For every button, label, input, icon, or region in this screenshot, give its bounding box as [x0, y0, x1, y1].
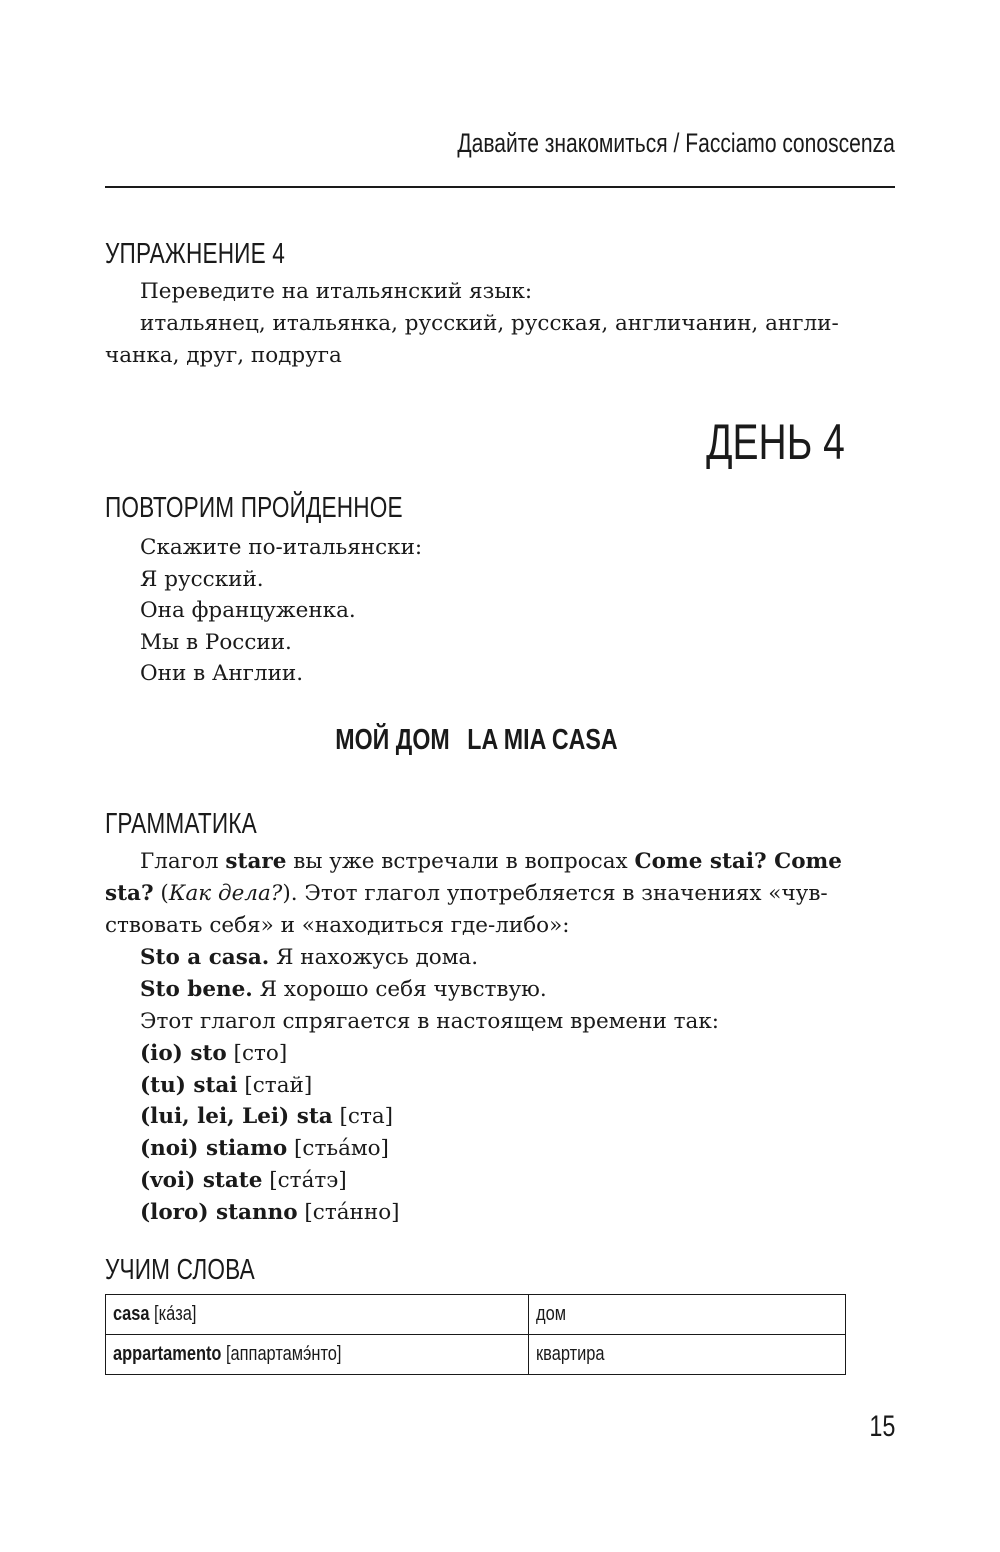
text-run: ). Этот глагол употребляется в значениях «чув-	[282, 881, 828, 906]
table-row	[106, 1295, 846, 1335]
vocab-word: casa	[113, 1303, 150, 1325]
example-line	[140, 979, 547, 1001]
exercise-title: УПРАЖНЕНИЕ 4	[105, 238, 286, 270]
conjugation-form: (noi) stiamo	[140, 1136, 288, 1161]
example-italian: Sto a casa.	[140, 945, 270, 970]
page-number: 15	[868, 1410, 895, 1443]
conjugation-pronunciation: [сто]	[226, 1041, 288, 1066]
vocab-table	[105, 1294, 846, 1375]
conjugation-form: (lui, lei, Lei) sta	[140, 1104, 333, 1129]
term-sta: sta?	[105, 881, 154, 906]
conjugation-row	[140, 1043, 287, 1065]
example-russian: Я нахожусь дома.	[269, 945, 479, 970]
conjugation-pronunciation: [ста́тэ]	[262, 1168, 347, 1193]
grammar-paragraph-line-1	[140, 851, 842, 873]
text-run: (	[153, 881, 169, 906]
conjugation-form: (voi) state	[140, 1168, 263, 1193]
vocab-translation-cell	[529, 1295, 846, 1335]
review-line: Я русский.	[140, 567, 264, 592]
review-title: ПОВТОРИМ ПРОЙДЕННОЕ	[105, 492, 403, 524]
header-divider	[105, 186, 895, 188]
review-line: Она француженка.	[140, 598, 356, 623]
conjugation-form: (tu) stai	[140, 1073, 238, 1098]
vocab-translation: дом	[536, 1303, 566, 1325]
table-row	[106, 1335, 846, 1375]
conjugation-intro: Этот глагол спрягается в настоящем времени так:	[140, 1009, 720, 1034]
grammar-title: ГРАММАТИКА	[105, 808, 257, 840]
conjugation-form: (io) sto	[140, 1041, 227, 1066]
conjugation-form: (loro) stanno	[140, 1200, 298, 1225]
term-come-stai: Come stai? Come	[634, 849, 842, 874]
conjugation-row	[140, 1170, 347, 1192]
review-line: Они в Англии.	[140, 661, 304, 686]
vocab-word: appartamento	[113, 1343, 222, 1365]
exercise-line-1: итальянец, итальянка, русский, русская, англичанин, англи-	[140, 311, 839, 336]
example-line	[140, 947, 478, 969]
grammar-paragraph-line-3: ствовать себя» и «находиться где-либо»:	[105, 913, 570, 938]
text-run: Глагол	[140, 849, 226, 874]
conjugation-pronunciation: [ста]	[332, 1104, 394, 1129]
vocab-title: УЧИМ СЛОВА	[105, 1254, 255, 1286]
vocab-translation: квартира	[536, 1343, 605, 1365]
conjugation-pronunciation: [ста́нно]	[297, 1200, 400, 1225]
conjugation-pronunciation: [стай]	[237, 1073, 313, 1098]
day-title: ДЕНЬ 4	[706, 414, 845, 470]
vocab-pronunciation: [ка́за]	[149, 1303, 197, 1325]
term-stare: stare	[225, 849, 287, 874]
vocab-pronunciation: [аппартамэ́нто]	[221, 1343, 342, 1365]
topic-title-ru: МОЙ ДОМ	[334, 724, 450, 756]
conjugation-pronunciation: [стьа́мо]	[287, 1136, 389, 1161]
italic-translation: Как дела?	[168, 881, 283, 906]
text-run: вы уже встречали в вопросах	[286, 849, 635, 874]
conjugation-row	[140, 1075, 312, 1097]
conjugation-row	[140, 1106, 393, 1128]
conjugation-row	[140, 1138, 389, 1160]
conjugation-row	[140, 1202, 400, 1224]
review-line: Скажите по-итальянски:	[140, 535, 423, 560]
vocab-word-cell	[106, 1295, 529, 1335]
exercise-line-2: чанка, друг, подруга	[105, 343, 342, 368]
topic-title-it: LA MIA CASA	[466, 724, 618, 756]
example-italian: Sto bene.	[140, 977, 253, 1002]
example-russian: Я хорошо себя чувствую.	[252, 977, 547, 1002]
topic-title	[0, 724, 952, 757]
running-header: Давайте знакомиться / Facciamo conoscenza	[457, 128, 895, 158]
review-line: Мы в России.	[140, 630, 292, 655]
vocab-translation-cell	[529, 1335, 846, 1375]
exercise-instruction: Переведите на итальянский язык:	[140, 279, 533, 304]
vocab-word-cell	[106, 1335, 529, 1375]
grammar-paragraph-line-2	[105, 883, 828, 905]
